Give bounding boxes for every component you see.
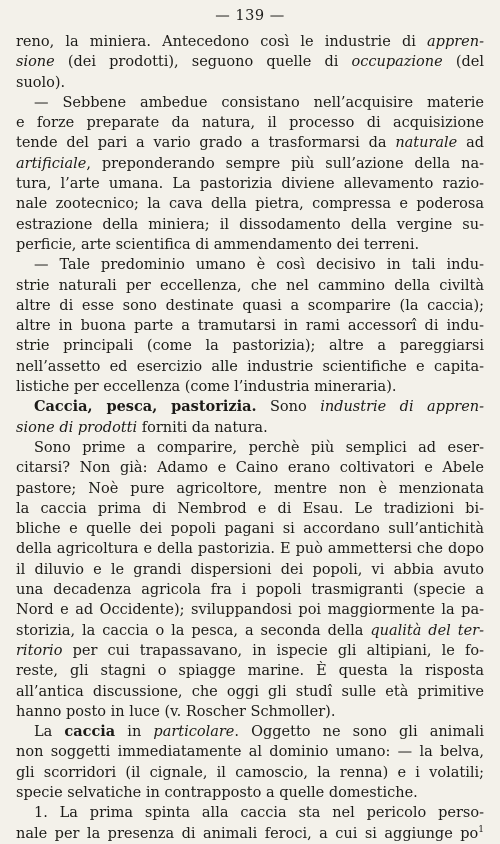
text-line [16,458,484,478]
text-line [16,113,484,133]
italic-text: particolare [153,724,235,741]
text-line [16,499,484,519]
text-segment: bliche e quelle dei popoli pagani si accordano sull’antichità [16,521,484,538]
italic-text: occupazione [351,54,443,71]
text-segment: per cui trapassavano, in ispecie gli altipiani, le fo- [62,642,484,659]
text-segment: all’antica discussione, che oggi gli studî sulle età primitive [16,683,484,700]
text-line [16,255,484,275]
text-line [16,133,484,153]
text-segment: ad [457,135,484,152]
text-segment: in [115,724,154,741]
text-segment: — Sebbene ambedue consistano nell’acquisire materie [34,94,484,111]
italic-text: artificiale [16,155,87,172]
text-line [16,32,484,52]
italic-text: industrie di appren- [320,399,484,416]
text-segment: tura, l’arte umana. La pastorizia diviene allevamento razio- [16,176,484,193]
text-segment: nell’assetto ed esercizio alle industrie scientifiche e capita- [16,358,484,375]
text-line [16,479,484,499]
body-text [16,32,484,844]
text-line [16,174,484,194]
text-segment: citarsi? Non già: Adamo e Caino erano coltivatori e Abele [16,460,484,477]
text-line [16,722,484,742]
text-line [16,73,484,93]
text-line [16,560,484,580]
footnote-marker: 1 [478,824,484,835]
text-line [16,336,484,356]
text-segment: perficie, arte scientifica di ammendamento dei terreni. [16,236,420,253]
text-segment: forniti da natura. [137,419,268,436]
text-line [16,783,484,803]
text-segment: tende del pari a vario grado a trasformarsi da [16,135,396,152]
text-line [16,215,484,235]
italic-text: sione di prodotti [16,419,138,436]
italic-text: qualità del ter- [370,622,484,639]
text-line [16,276,484,296]
text-line [16,539,484,559]
text-line [16,357,484,377]
text-line [16,742,484,762]
text-segment: . Oggetto ne sono gli animali [234,724,484,741]
text-segment: non soggetti immediatamente al dominio umano: — la belva, [16,744,484,761]
bold-text: caccia [64,723,116,741]
text-segment: il diluvio e le grandi dispersioni dei popoli, vi abbia avuto [16,561,484,578]
text-segment: reste, gli stagni o spiagge marine. È questa la risposta [16,663,484,680]
text-segment: specie selvatiche in contrapposto a quelle domestiche. [16,784,418,801]
text-line [16,621,484,641]
text-line [16,377,484,397]
italic-text: naturale [395,135,458,152]
text-segment: (del [442,54,484,71]
text-line [16,702,484,722]
italic-text: ritorio [16,642,63,659]
text-segment: , preponderando sempre più sull’azione della na- [86,155,484,172]
text-segment: la caccia prima di Nembrod e di Esau. Le tradizioni bi- [16,500,484,517]
text-line [16,235,484,255]
text-segment: (dei prodotti), seguono quelle di [54,54,352,71]
text-segment: una decadenza agricola fra i popoli trasmigranti (specie a [16,582,484,599]
text-segment: 1. La prima spinta alla caccia sta nel pericolo perso- [34,805,484,822]
text-segment: reno, la miniera. Antecedono così le industrie di [16,34,428,50]
text-segment: e forze preparate da natura, il processo di acquisizione [16,115,484,132]
text-line [16,580,484,600]
text-segment: storizia, la caccia o la pesca, a seconda della [16,622,371,639]
text-segment: listiche per eccellenza (come l’industria mineraria). [16,379,397,396]
page-number: — 139 — [215,8,285,24]
italic-text: sione [16,54,55,71]
text-segment: altre di esse sono destinate quasi a scomparire (la caccia); [16,297,484,314]
text-line [16,418,484,438]
text-line [16,824,484,844]
text-segment: pastore; Noè pure agricoltore, mentre non è menzionata [16,480,484,497]
text-segment: Nord e ad Occidente); sviluppandosi poi maggiormente la pa- [16,602,484,619]
text-segment: hanno posto in luce (v. Roscher Schmoller). [16,703,336,720]
text-segment: strie principali (come la pastorizia); altre a pareggiarsi [16,338,484,355]
text-line [16,661,484,681]
text-line [16,52,484,72]
text-segment: estrazione della miniera; il dissodamento della vergine su- [16,216,484,233]
text-line [16,93,484,113]
text-line [16,296,484,316]
text-line [16,641,484,661]
text-line [16,316,484,336]
text-line [16,154,484,174]
text-segment: La [34,724,65,741]
text-line [16,600,484,620]
text-line [16,682,484,702]
text-segment: Sono [256,399,321,416]
text-segment: — Tale predominio umano è così decisivo in tali indu- [34,257,484,274]
bold-text: Caccia, pesca, pastorizia. [34,398,257,416]
text-segment: gli scorridori (il cignale, il camoscio, la renna) e i volatili; [16,764,484,781]
text-segment: altre in buona parte a tramutarsi in rami accessorî di indu- [16,318,484,335]
text-segment: suolo). [16,74,66,91]
text-segment: nale zootecnico; la cava della pietra, compressa e poderosa [16,196,484,213]
text-line [16,194,484,214]
text-line [16,763,484,783]
text-line [16,803,484,823]
text-line [16,397,484,417]
text-segment: della agricoltura e della pastorizia. E può ammettersi che dopo [16,541,484,558]
text-line [16,519,484,539]
text-segment: strie naturali per eccellenza, che nel cammino della civiltà [16,277,484,294]
text-segment: nale per la presenza di animali feroci, a cui si aggiunge po [16,825,479,842]
text-segment: Sono prime a comparire, perchè più semplici ad eser- [34,439,484,456]
italic-text: appren- [427,34,484,50]
text-line [16,438,484,458]
